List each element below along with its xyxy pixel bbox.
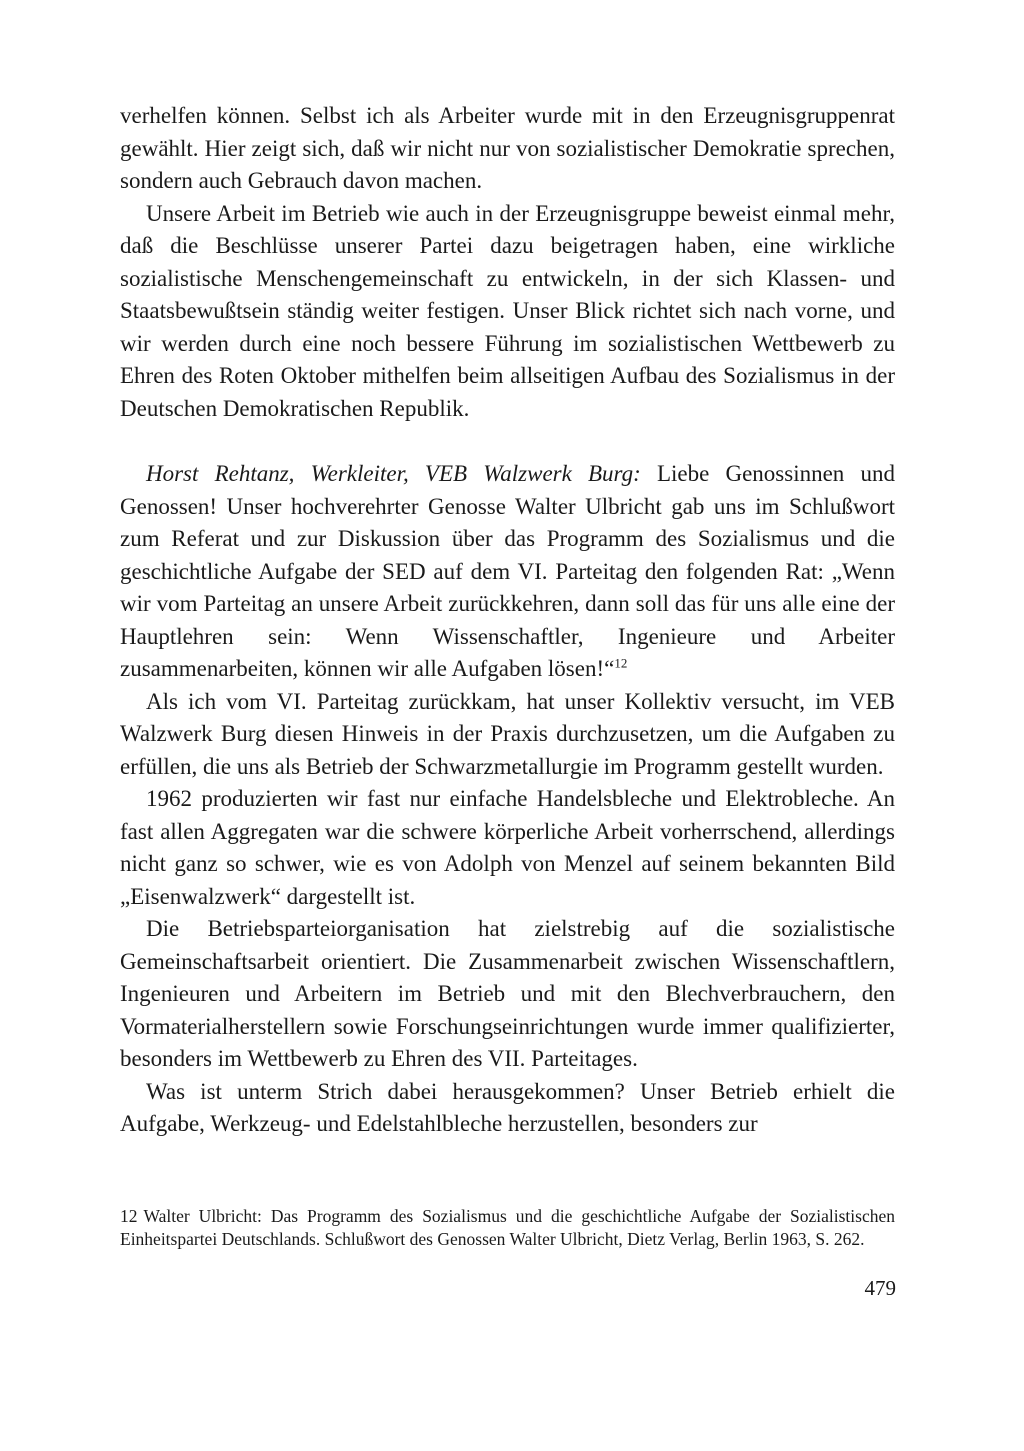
speech-opening-text: Liebe Genossinnen und Genossen! Unser hochverehrter Genosse Walter Ulbricht gab uns im Schlußwort zum Referat und zur Diskussion über das Programm des Sozialismus und die geschichtliche Aufgabe der SED auf dem VI. Parteitag den folgenden Rat: „Wenn wir vom Parteitag an unsere Arbeit zurückkehren, dann soll das für uns alle eine der Hauptlehren sein: Wenn Wissenschaftler, Ingenieure und Arbeiter zusammenarbeiten, können wir alle Aufgaben lösen!“ [120,461,895,681]
paragraph-closing: Unsere Arbeit im Betrieb wie auch in der Erzeugnisgruppe beweist einmal mehr, daß die Beschlüsse unserer Partei dazu beigetragen haben, eine wirkliche sozialistische Menschengemeinschaft zu entwickeln, in der sich Klassen- und Staatsbewußtsein ständig weiter festigen. Unser Blick richtet sich nach vorne, und wir werden durch eine noch bessere Führung im sozialistischen Wettbewerb zu Ehren des Roten Oktober mithelfen beim allseitigen Aufbau des Sozialismus in der Deutschen Demokratischen Republik. [120,200,895,421]
footnote-reference: 12 [614,655,628,671]
speech-paragraph: 1962 produzierten wir fast nur einfache Handelsbleche und Elektrobleche. An fast allen Aggregaten war die schwere körperliche Arbeit vorherrschend, allerdings nicht ganz so schwer, wie es von Adolph von Menzel auf seinem bekannten Bild „Eisenwalzwerk“ dargestellt ist. [120,786,895,909]
footnote-number: 12 [120,1206,138,1226]
section-gap [120,425,895,458]
page-number: 479 [864,1276,896,1300]
speech-paragraph: Was ist unterm Strich dabei herausgekommen? Unser Betrieb erhielt die Aufgabe, Werkzeug- und Edelstahlbleche herzustellen, besonders zur [120,1078,895,1136]
speech-opening-paragraph [120,458,895,686]
speech-paragraph: Als ich vom VI. Parteitag zurückkam, hat unser Kollektiv versucht, im VEB Walzwerk Burg diesen Hinweis in der Praxis durchzusetzen, um die Aufgaben zu erfüllen, die uns als Betrieb der Schwarzmetallurgie im Programm gestellt wurden. [120,688,895,779]
page-body [120,100,895,1141]
speaker-name: Horst Rehtanz, Werkleiter, VEB Walzwerk Burg: [146,461,641,486]
footnote-text: Walter Ulbricht: Das Programm des Sozialismus und die geschichtliche Aufgabe der Sozialistischen Einheitspartei Deutschlands. Schlußwort des Genossen Walter Ulbricht, Dietz Verlag, Berlin 1963, S. 262. [120,1206,895,1249]
speech-paragraph: Die Betriebsparteiorganisation hat zielstrebig auf die sozialistische Gemeinschaftsarbeit orientiert. Die Zusammenarbeit zwischen Wissenschaftlern, Ingenieuren und Arbeitern im Betrieb und mit den Blechverbrauchern, den Vormaterialherstellern sowie Forschungseinrichtungen wurde immer qualifizierter, besonders im Wettbewerb zu Ehren des VII. Parteitages. [120,916,895,1071]
footnote [120,1205,895,1251]
paragraph-continuation: verhelfen können. Selbst ich als Arbeiter wurde mit in den Erzeugnisgruppenrat gewählt. Hier zeigt sich, daß wir nicht nur von sozialistischer Demokratie sprechen, sondern auch Gebrauch davon machen. [120,103,895,193]
